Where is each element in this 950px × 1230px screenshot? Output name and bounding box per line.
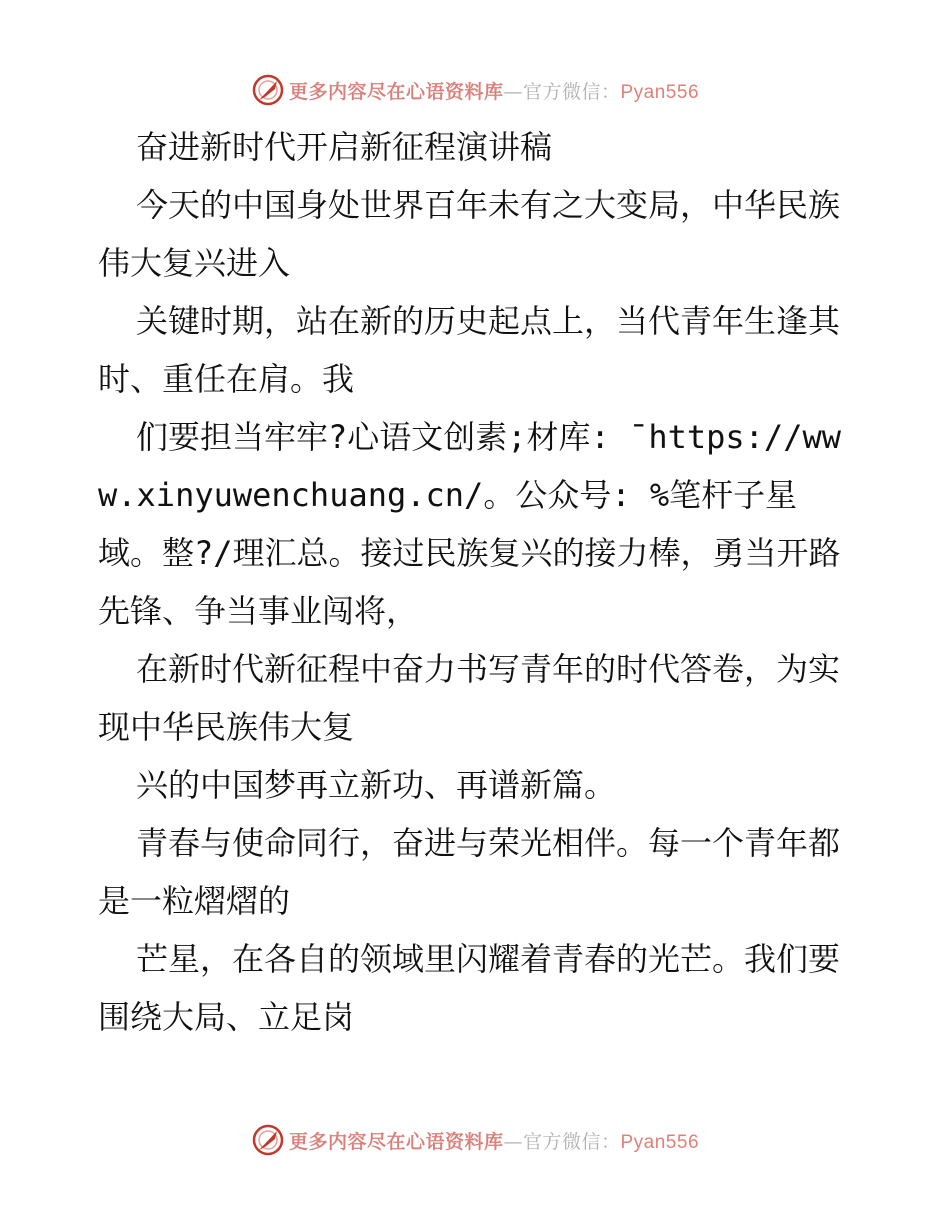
header-banner-lead: 更多内容尽在心语资料库 [288, 80, 504, 103]
header-banner-id: Pyan556 [620, 81, 700, 103]
quill-logo-icon [251, 73, 285, 107]
header-banner-tail: —官方微信： [503, 80, 621, 103]
footer-watermark-banner [0, 1122, 950, 1158]
paragraph: 在新时代新征程中奋力书写青年的时代答卷，为实现中华民族伟大复 [98, 650, 841, 746]
footer-banner-lead: 更多内容尽在心语资料库 [288, 1130, 504, 1153]
footer-banner-id: Pyan556 [620, 1131, 700, 1153]
footer-banner-tail: —官方微信： [503, 1130, 621, 1153]
document-body [98, 118, 858, 1046]
paragraph: 今天的中国身处世界百年未有之大变局，中华民族伟大复兴进入 [98, 186, 841, 282]
footer-banner-text [289, 1127, 699, 1154]
paragraph: 兴的中国梦再立新功、再谱新篇。 [136, 766, 617, 804]
paragraph: 关键时期，站在新的历史起点上，当代青年生逢其时、重任在肩。我 [98, 302, 841, 398]
paragraph: 青春与使命同行，奋进与荣光相伴。每一个青年都是一粒熠熠的 [98, 824, 841, 920]
paragraph-title: 奋进新时代开启新征程演讲稿 [136, 128, 553, 166]
quill-logo-icon [251, 1123, 285, 1157]
header-watermark-banner [0, 72, 950, 108]
header-banner-text [289, 77, 699, 104]
paragraph: 们要担当牢牢?心语文创素;材库: ¯https://www.xinyuwenchuang.cn/。公众号: %笔杆子星域。整?/理汇总。接过民族复兴的接力棒，勇当开路先锋、争当事业闯将， [98, 418, 841, 630]
paragraph: 芒星，在各自的领域里闪耀着青春的光芒。我们要围绕大局、立足岗 [98, 940, 841, 1036]
